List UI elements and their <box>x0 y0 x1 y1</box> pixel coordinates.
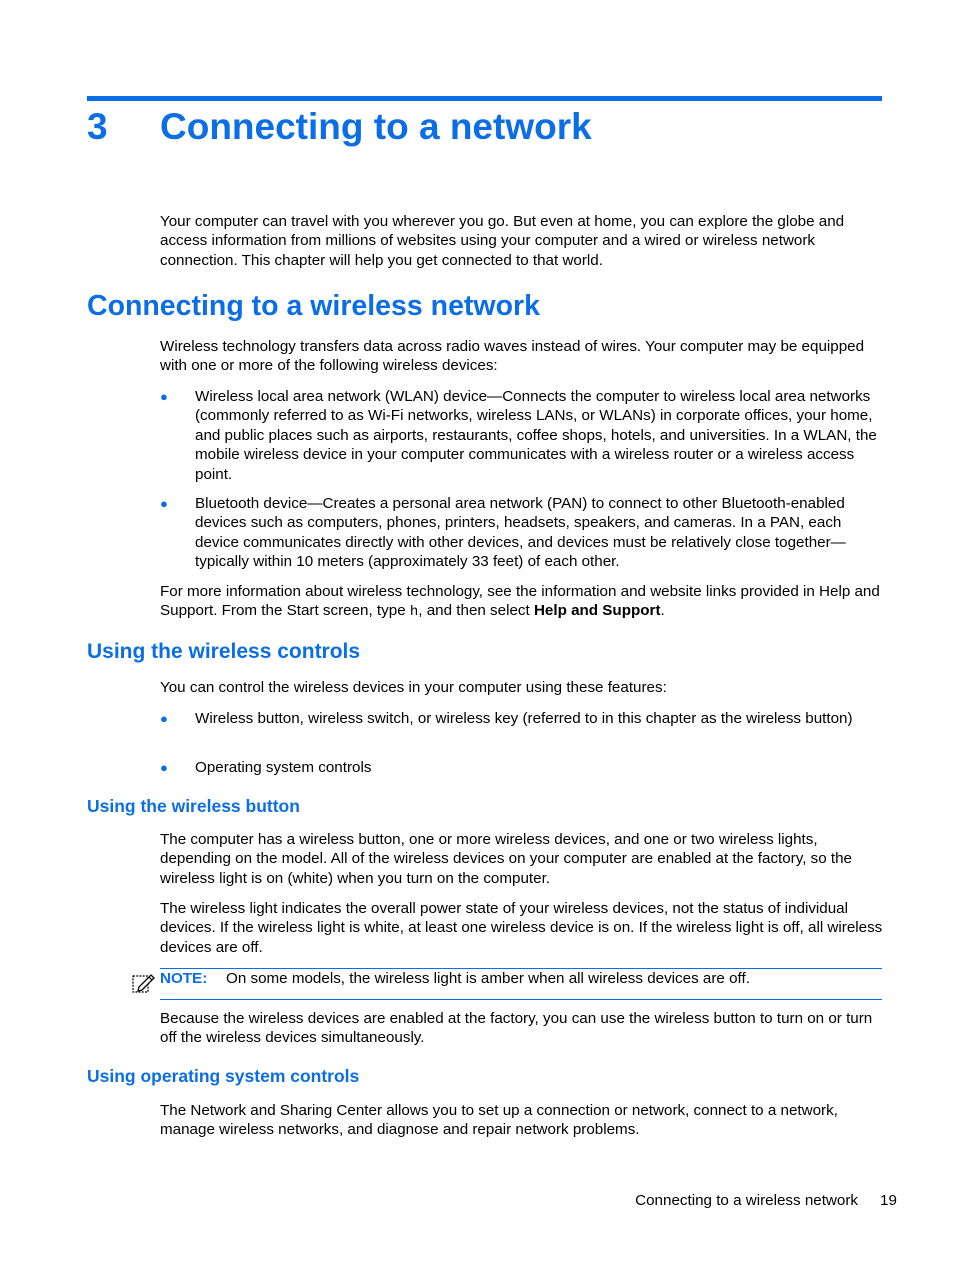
bullet-icon: ● <box>160 760 168 775</box>
chapter-title-text: Connecting to a network <box>160 106 592 147</box>
os-paragraph: The Network and Sharing Center allows you to set up a connection or network, connect to a network, manage wireless networks, and diagnose and repair network problems. <box>160 1102 838 1139</box>
section-heading-wireless: Connecting to a wireless network <box>87 290 540 322</box>
chapter-number: 3 <box>87 106 108 147</box>
bullet-icon: ● <box>160 496 168 511</box>
note-label: NOTE: <box>160 970 208 987</box>
more-info-middle: , and then select <box>418 602 534 620</box>
more-info-end: . <box>660 602 665 620</box>
footer-page-number: 19 <box>880 1192 897 1209</box>
chapter-title <box>87 106 592 148</box>
section-heading-controls: Using the wireless controls <box>87 640 361 663</box>
chapter-rule <box>87 96 882 101</box>
controls-paragraph: You can control the wireless devices in your computer using these features: <box>160 679 667 696</box>
section-heading-os: Using operating system controls <box>87 1066 360 1086</box>
intro-paragraph: Your computer can travel with you wherever you go. But even at home, you can explore the globe and access information from millions of websites using your computer and a wired or wireless network connection. This chapter will help you get connected to that world. <box>160 213 845 269</box>
more-info-paragraph <box>160 582 884 623</box>
bullet-text: Wireless button, wireless switch, or wireless key (referred to in this chapter as the wireless button) <box>195 710 853 727</box>
help-and-support-label: Help and Support <box>533 602 661 620</box>
button-paragraph-2: The wireless light indicates the overall power state of your wireless devices, not the status of individual devices. If the wireless light is white, at least one wireless device is on. If the wireless light is off, all wireless devices are off. <box>160 900 883 956</box>
button-paragraph-3: Because the wireless devices are enabled at the factory, you can use the wireless button to turn on or turn off the wireless devices simultaneously. <box>160 1010 873 1047</box>
note-bottom-rule <box>160 999 882 1000</box>
bullet-icon: ● <box>160 711 168 726</box>
bullet-icon: ● <box>160 389 168 404</box>
typed-key-code: h <box>409 604 419 621</box>
footer-section-label: Connecting to a wireless network <box>635 1192 858 1209</box>
bullet-text: Wireless local area network (WLAN) device—Connects the computer to wireless local area networks (commonly referred to as Wi-Fi networks, wireless LANs, or WLANs) in corporate offices, your home, and public places such as airports, restaurants, coffee shops, hotels, and universities. In a WLAN, the mobile wireless device in your computer communicates with a wireless router or a wireless access point. <box>195 388 877 483</box>
bullet-text: Operating system controls <box>195 759 372 776</box>
wireless-paragraph: Wireless technology transfers data across radio waves instead of wires. Your computer may be equipped with one or more of the following wireless devices: <box>160 338 865 375</box>
button-paragraph-1: The computer has a wireless button, one or more wireless devices, and one or two wireless lights, depending on the model. All of the wireless devices on your computer are enabled at the factory, so the wireless light is on (white) when you turn on the computer. <box>160 831 853 887</box>
note-text: On some models, the wireless light is amber when all wireless devices are off. <box>226 970 750 987</box>
section-heading-button: Using the wireless button <box>87 796 300 816</box>
note-pencil-icon <box>132 972 156 994</box>
more-info-text: For more information about wireless technology, see the information and website links provided in Help and Support. From the Start screen, type <box>160 583 880 620</box>
bullet-text: Bluetooth device—Creates a personal area network (PAN) to connect to other Bluetooth-enabled devices such as computers, phones, printers, headsets, speakers, and cameras. In a PAN, each device communicates directly with other devices, and devices must be relatively close together—typically within 10 meters (approximately 33 feet) of each other. <box>195 495 846 571</box>
